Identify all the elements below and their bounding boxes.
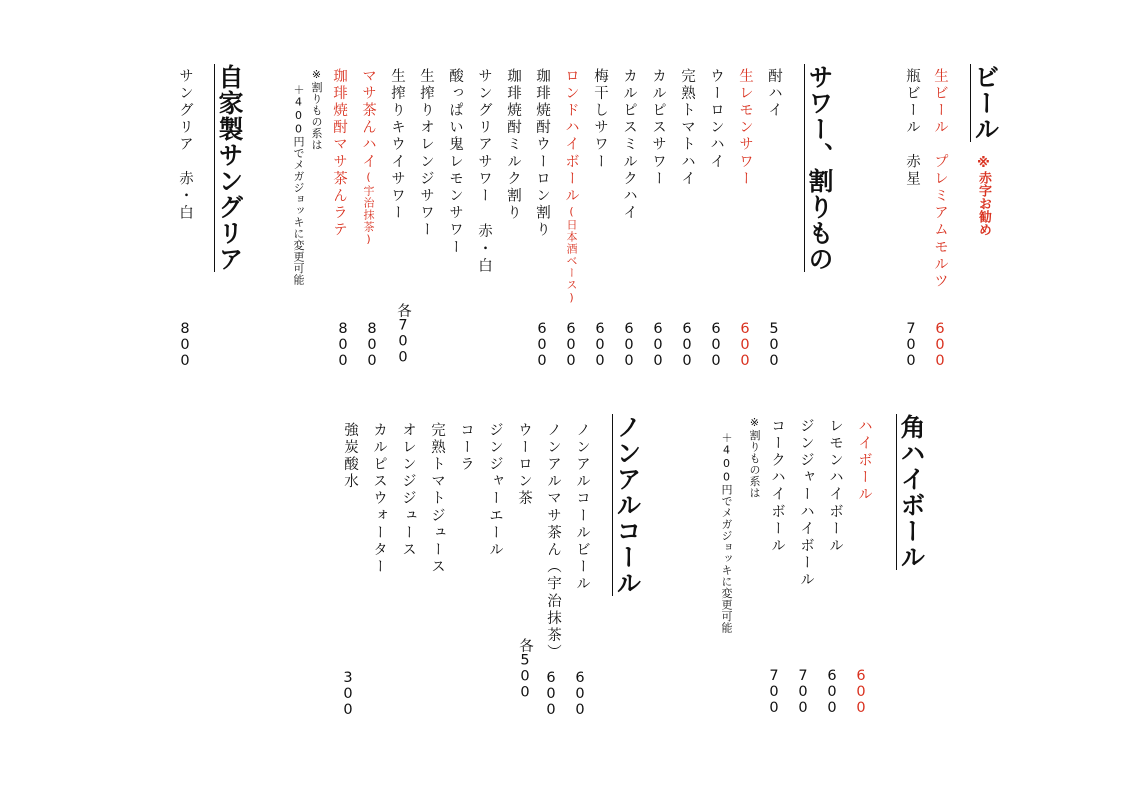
menu-item-name-main: ロンドハイボール — [563, 68, 579, 205]
sour-heading: サワー、割りもの — [805, 64, 834, 272]
menu-item-price: 700 — [795, 668, 811, 716]
recommend-note: ※赤字お勧め — [976, 156, 991, 236]
note-line: ＋400円でメガジョッキに変更可能 — [292, 84, 305, 286]
menu-item-price: 600 — [932, 321, 948, 369]
menu-item-name: カルピスサワー — [650, 68, 666, 188]
nonalcohol-heading: ノンアルコール — [613, 414, 642, 596]
menu-item-name: 完熟トマトハイ — [679, 68, 695, 188]
menu-item-name: 珈琲焼酎ミルク割り — [505, 68, 521, 222]
menu-item-name: コーラ — [458, 422, 474, 474]
menu-item-name: 生搾りオレンジサワー — [418, 68, 434, 239]
menu-item-price: 600 — [737, 321, 753, 369]
menu-item-name-sub: (宇治抹茶) — [362, 170, 375, 247]
menu-item-name: 酸っぱい鬼レモンサワー — [447, 68, 463, 257]
menu-item-name: 梅干しサワー — [592, 68, 608, 171]
menu-item-name: ウーロン茶 — [516, 422, 532, 508]
menu-item-price: 800 — [364, 321, 380, 369]
menu-item-name: 瓶ビール 赤星 — [904, 68, 920, 188]
menu-item-name-sub: (日本酒ベース) — [565, 204, 578, 305]
menu-item-name: 生ビール プレミアムモルツ — [932, 68, 948, 291]
menu-item-name: オレンジジュース — [400, 422, 416, 559]
menu-item-price: 600 — [679, 321, 695, 369]
menu-item-name: サングリアサワー 赤・白 — [476, 68, 492, 275]
menu-item-name: 酎ハイ — [766, 68, 782, 120]
menu-item-price: 600 — [563, 321, 579, 369]
menu-item-name: ノンアルコールビール — [574, 422, 590, 593]
menu-item-name: 生レモンサワー — [737, 68, 753, 188]
menu-item-name: 珈琲焼酎マサ茶んラテ — [331, 68, 347, 239]
menu-item-name: ウーロンハイ — [708, 68, 724, 171]
menu-item-price: 600 — [824, 668, 840, 716]
group-price: 各500 — [517, 638, 533, 701]
menu-item-name: サングリア 赤・白 — [177, 68, 193, 222]
menu-item-name: ハイボール — [856, 418, 872, 504]
menu-item-price: 500 — [766, 321, 782, 369]
menu-item-name: コークハイボール — [769, 418, 785, 555]
note-line: ※割りもの系は — [310, 68, 323, 151]
menu-item-price: 600 — [543, 670, 559, 718]
menu-item-price: 600 — [708, 321, 724, 369]
menu-item-price: 300 — [340, 670, 356, 718]
menu-item-price: 600 — [572, 670, 588, 718]
highball-heading: 角ハイボール — [897, 414, 926, 570]
note-line: ※割りもの系は — [748, 416, 761, 499]
menu-item-price: 700 — [766, 668, 782, 716]
note-line: ＋400円でメガジョッキに変更可能 — [720, 432, 733, 634]
menu-item-price: 800 — [177, 321, 193, 369]
menu-item-name: ジンジャーエール — [487, 422, 503, 559]
menu-item-price: 800 — [335, 321, 351, 369]
menu-item-name: レモンハイボール — [827, 418, 843, 555]
group-price: 各700 — [395, 303, 411, 366]
menu-item-price: 600 — [621, 321, 637, 369]
menu-item-name — [361, 68, 376, 247]
menu-item-name: 生搾りキウイサワー — [389, 68, 405, 222]
menu-item-name: 完熟トマトジュース — [429, 422, 445, 576]
beer-heading: ビール — [971, 64, 1000, 142]
menu-item-name-main: マサ茶んハイ — [360, 68, 376, 171]
menu-item-name: カルピスミルクハイ — [621, 68, 637, 222]
menu-item-name: カルピスウォーター — [371, 422, 387, 576]
menu-item-name — [564, 68, 579, 305]
sangria-heading: 自家製サングリア — [215, 64, 244, 272]
menu-item-name: 珈琲焼酎ウーロン割り — [534, 68, 550, 239]
menu-item-price: 600 — [534, 321, 550, 369]
menu-item-price: 600 — [650, 321, 666, 369]
menu-item-price: 600 — [592, 321, 608, 369]
menu-item-name: ジンジャーハイボール — [798, 418, 814, 589]
menu-item-price: 600 — [853, 668, 869, 716]
menu-item-name: ノンアルマサ茶ん（宇治抹茶） — [545, 422, 561, 662]
menu-item-name: 強炭酸水 — [342, 422, 358, 491]
menu-item-price: 700 — [903, 321, 919, 369]
